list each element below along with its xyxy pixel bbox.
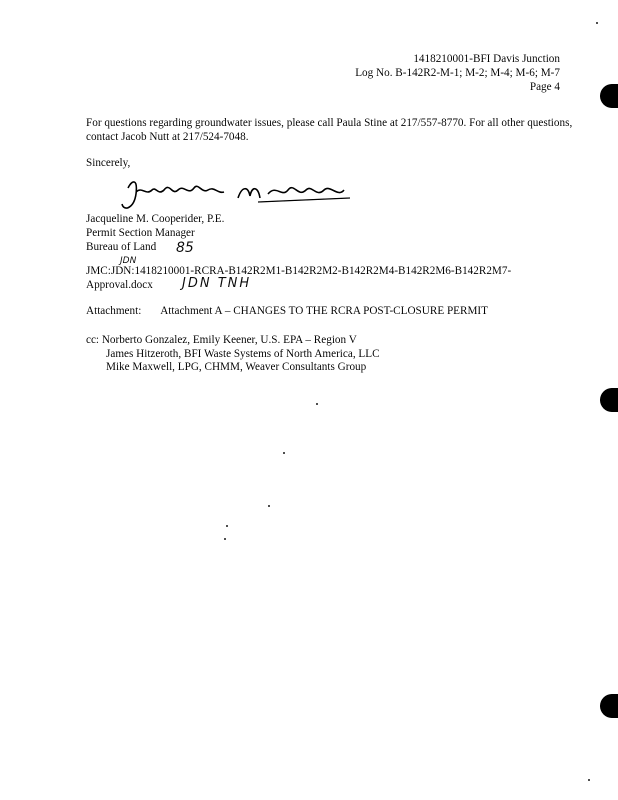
signature-block bbox=[86, 213, 224, 254]
scan-speck bbox=[596, 22, 598, 24]
binder-hole bbox=[600, 84, 618, 108]
closing-salutation: Sincerely, bbox=[86, 157, 131, 169]
reference-line-2: Approval.docx bbox=[86, 278, 153, 291]
signer-name: Jacqueline M. Cooperider, P.E. bbox=[86, 213, 225, 225]
binder-hole bbox=[600, 388, 618, 412]
handwritten-mark: 85 bbox=[176, 240, 194, 256]
cc-line-1: cc: Norberto Gonzalez, Emily Keener, U.S. EPA – Region V bbox=[86, 334, 357, 346]
reference-line-1: JMC:JDN:1418210001-RCRA-B142R2M1-B142R2M2-B142R2M4-B142R2M6-B142R2M7- bbox=[86, 265, 512, 277]
contact-paragraph: For questions regarding groundwater issues, please call Paula Stine at 217/557-8770. For all other questions, contact Jacob Nutt at 217/524-7048. bbox=[86, 117, 573, 143]
scan-speck bbox=[588, 779, 590, 781]
document-reference bbox=[86, 265, 511, 292]
attachment-text: Attachment A – CHANGES TO THE RCRA POST-CLOSURE PERMIT bbox=[160, 305, 488, 317]
handwritten-initials-top: JDN bbox=[120, 256, 137, 266]
scan-speck bbox=[226, 525, 228, 527]
scan-speck bbox=[224, 538, 226, 540]
scan-speck bbox=[283, 452, 285, 454]
attachment-line bbox=[86, 305, 488, 319]
scan-speck bbox=[268, 505, 270, 507]
cc-list bbox=[86, 334, 380, 375]
page-number: Page 4 bbox=[529, 81, 560, 93]
cc-line-2: James Hitzeroth, BFI Waste Systems of North America, LLC bbox=[106, 347, 380, 360]
signer-bureau: Bureau of Land bbox=[86, 240, 157, 253]
handwritten-initials: JDN TNH bbox=[182, 276, 252, 291]
facility-id-line: 1418210001-BFI Davis Junction bbox=[413, 53, 560, 65]
binder-hole bbox=[600, 694, 618, 718]
cc-line-3: Mike Maxwell, LPG, CHMM, Weaver Consultants Group bbox=[106, 361, 367, 373]
letter-header bbox=[355, 52, 560, 94]
scan-speck bbox=[316, 403, 318, 405]
attachment-label: Attachment: bbox=[86, 305, 142, 317]
handwritten-signature bbox=[118, 168, 358, 218]
signer-title: Permit Section Manager bbox=[86, 226, 195, 239]
log-number-line: Log No. B-142R2-M-1; M-2; M-4; M-6; M-7 bbox=[355, 67, 560, 79]
